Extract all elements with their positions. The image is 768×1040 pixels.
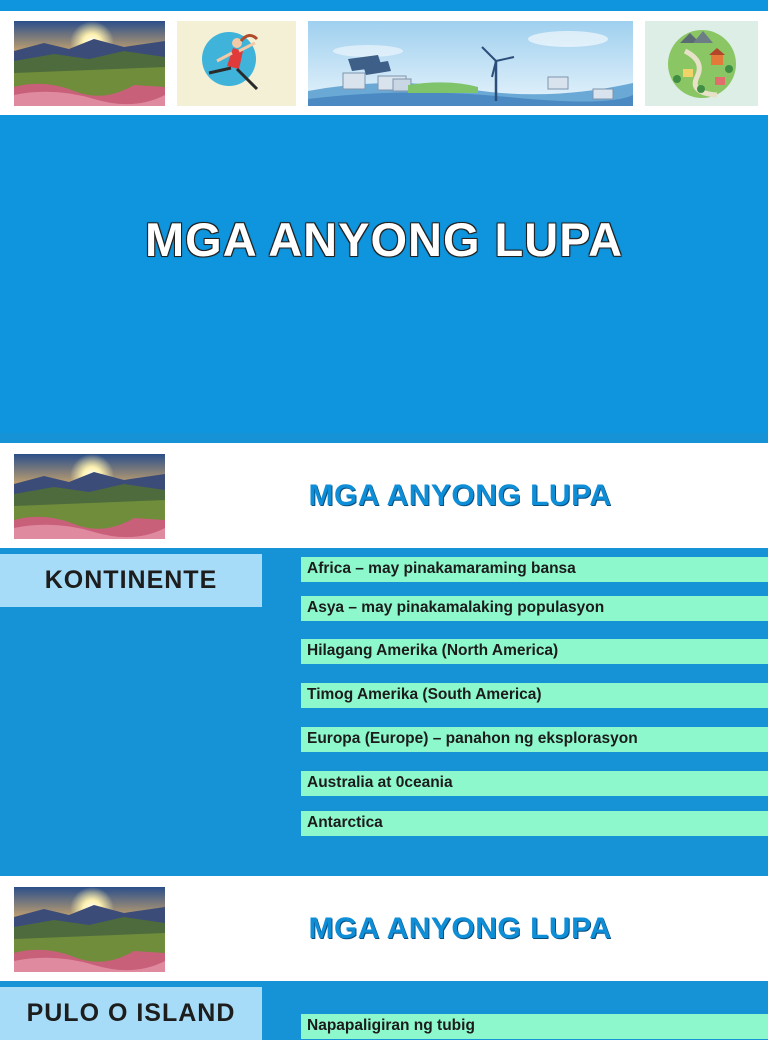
pulo-slide <box>0 876 768 1034</box>
list-item: Europa (Europe) – panahon ng eksplorasyon <box>301 727 768 752</box>
mountain-sunrise-photo <box>14 454 165 539</box>
slide-header <box>0 876 768 981</box>
category-label: KONTINENTE <box>0 554 262 607</box>
slide-title: MGA ANYONG LUPA <box>144 213 624 266</box>
village-map-illustration <box>645 21 758 106</box>
running-girl-illustration <box>177 21 296 106</box>
list-item: Africa – may pinakamaraming bansa <box>301 557 768 582</box>
slide-title: MGA ANYONG LUPA <box>308 912 612 945</box>
mountain-sunrise-photo <box>14 887 165 972</box>
list-item: Hilagang Amerika (North America) <box>301 639 768 664</box>
list-item: Australia at 0ceania <box>301 771 768 796</box>
mountain-sunrise-photo <box>14 21 165 106</box>
slide-title: MGA ANYONG LUPA <box>308 479 612 512</box>
category-label: PULO O ISLAND <box>0 987 262 1040</box>
list-item: Timog Amerika (South America) <box>301 683 768 708</box>
renewable-energy-banner <box>308 21 633 106</box>
list-item: Asya – may pinakamalaking populasyon <box>301 596 768 621</box>
list-item: Napapaligiran ng tubig <box>301 1014 768 1039</box>
list-item: Antarctica <box>301 811 768 836</box>
title-slide <box>0 0 768 433</box>
slide-header <box>0 443 768 548</box>
kontinente-slide <box>0 443 768 864</box>
